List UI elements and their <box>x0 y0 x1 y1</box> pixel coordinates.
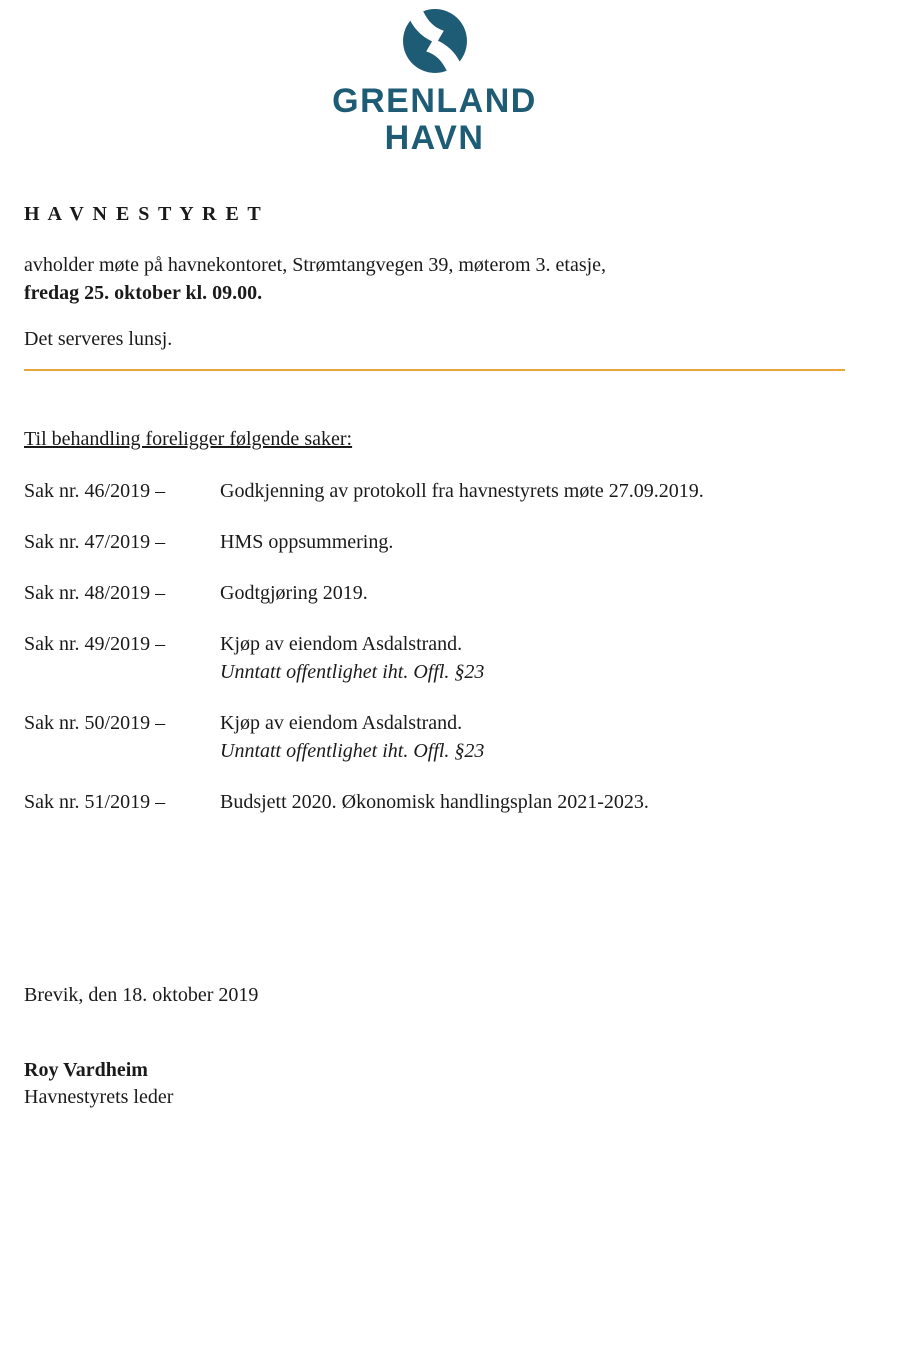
agenda-item-description: Godkjenning av protokoll fra havnestyrets møte 27.09.2019. <box>220 480 704 502</box>
agenda-item-label: Sak nr. 47/2019 – <box>24 531 166 553</box>
agenda-heading: Til behandling foreligger følgende saker: <box>24 428 353 450</box>
agenda-item-label: Sak nr. 48/2019 – <box>24 582 166 604</box>
agenda-item <box>24 579 845 607</box>
agenda-item-description: Budsjett 2020. Økonomisk handlingsplan 2021-2023. <box>220 791 649 813</box>
agenda-item-description-block <box>220 630 845 686</box>
agenda-item-label: Sak nr. 49/2019 – <box>24 633 166 655</box>
document-title: H A V N E S T Y R E T <box>24 203 263 225</box>
agenda-item-description: Kjøp av eiendom Asdalstrand. <box>220 712 463 734</box>
agenda-item <box>24 709 845 765</box>
dateline: Brevik, den 18. oktober 2019 <box>24 984 259 1006</box>
brand-name-line1: GRENLAND <box>332 82 537 120</box>
section-divider <box>24 369 845 371</box>
agenda-item-description-block <box>220 709 845 765</box>
agenda-item <box>24 788 845 816</box>
agenda-item-description: Godtgjøring 2019. <box>220 582 368 604</box>
meeting-time-line: fredag 25. oktober kl. 09.00. <box>24 282 263 304</box>
agenda-item-label: Sak nr. 46/2019 – <box>24 480 166 502</box>
agenda-item-note: Unntatt offentlighet iht. Offl. §23 <box>220 661 485 683</box>
intro-paragraph <box>24 251 845 307</box>
logo <box>24 8 845 155</box>
signer-name: Roy Vardheim <box>24 1059 148 1081</box>
agenda-item-description: HMS oppsummering. <box>220 531 394 553</box>
signature-block <box>24 1057 845 1111</box>
agenda-item <box>24 630 845 686</box>
agenda-item <box>24 528 845 556</box>
agenda-item-label: Sak nr. 51/2019 – <box>24 791 166 813</box>
agenda-item-description: Kjøp av eiendom Asdalstrand. <box>220 633 463 655</box>
brand-name-line2: HAVN <box>384 119 485 157</box>
lunch-note: Det serveres lunsj. <box>24 328 173 350</box>
agenda-item-label: Sak nr. 50/2019 – <box>24 712 166 734</box>
meeting-location-line: avholder møte på havnekontoret, Strømtangvegen 39, møterom 3. etasje, <box>24 254 607 276</box>
signer-title: Havnestyrets leder <box>24 1086 174 1108</box>
agenda-item <box>24 477 845 505</box>
agenda-item-note: Unntatt offentlighet iht. Offl. §23 <box>220 740 485 762</box>
grenland-havn-logo-icon <box>402 8 468 74</box>
agenda-list <box>24 477 845 816</box>
